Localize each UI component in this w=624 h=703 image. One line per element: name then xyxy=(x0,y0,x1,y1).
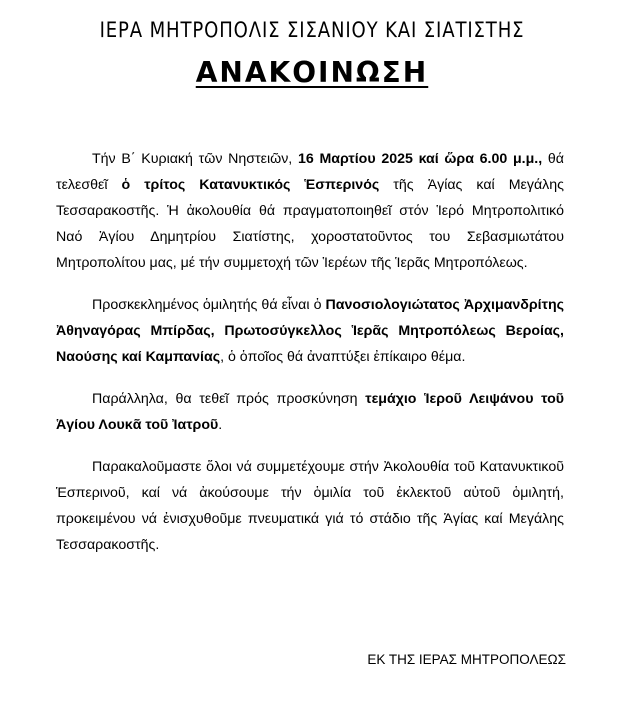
paragraph-1-segment: Τήν Β΄ Κυριακή τῶν Νηστειῶν, xyxy=(92,151,298,167)
paragraph-1 xyxy=(56,146,564,276)
signature: ΕΚ ΤΗΣ ΙΕΡΑΣ ΜΗΤΡΟΠΟΛΕΩΣ xyxy=(367,652,566,667)
announcement-heading-text: ΑΝΑΚΟΙΝΩΣΗ xyxy=(195,56,429,89)
paragraph-2-segment: , ὁ ὁποῖος θά ἀναπτύξει ἐπίκαιρο θέμα. xyxy=(220,349,466,365)
service-name: ὁ τρίτος Κατανυκτικός Ἑσπερινός xyxy=(121,177,380,193)
paragraph-2 xyxy=(56,292,564,370)
paragraph-4-segment: Παρακαλοῦμαστε ὅλοι νά συμμετέχουμε στήν Ἀκολουθία τοῦ Κατανυκτικοῦ Ἑσπερινοῦ, καί νά ἀκούσουμε τήν ὁμιλία τοῦ ἐκλεκτοῦ αὐτοῦ ὁμιλητή, προκειμένου νά ἐνισχυθοῦμε πνευματικά γιά τό στάδιο τῆς Ἁγίας καί Μεγάλης Τεσσαρακοστῆς. xyxy=(56,459,564,553)
announcement-heading xyxy=(0,56,624,89)
relic-name: τεμάχιο Ἱεροῦ Λειψάνου τοῦ Ἁγίου Λουκᾶ τοῦ Ἰατροῦ xyxy=(56,391,564,433)
paragraph-1-segment: τῆς Ἁγίας καί Μεγάλης Τεσσαρακοστῆς. Ἡ ἀκολουθία θά πραγματοποιηθεῖ στόν Ἱερό Μητροπολιτικό Ναό Ἁγίου Δημητρίου Σιατίστης, χοροστατοῦντος του Σεβασμιωτάτου Μητροπολίτου μας, μέ τήν συμμετοχή τῶν Ἱερέων τῆς Ἱερᾶς Μητροπόλεως. xyxy=(56,177,564,271)
announcement-body xyxy=(56,146,564,574)
paragraph-3 xyxy=(56,386,564,438)
paragraph-4 xyxy=(56,454,564,558)
paragraph-2-segment: Προσκεκλημένος ὁμιλητής θά εἶναι ὁ xyxy=(92,297,326,313)
paragraph-3-segment: . xyxy=(218,417,223,433)
paragraph-1-segment: θά τελεσθεῖ xyxy=(56,151,564,193)
speaker-name: Πανοσιολογιώτατος Ἀρχιμανδρίτης Ἀθηναγόρας Μπίρδας, Πρωτοσύγκελλος Ἱερᾶς Μητροπόλεως Βεροίας, Ναούσης καί Καμπανίας xyxy=(56,297,564,365)
paragraph-3-segment: Παράλληλα, θα τεθεῖ πρός προσκύνηση xyxy=(92,391,366,407)
header-title: ΙΕΡΑ ΜΗΤΡΟΠΟΛΙΣ ΣΙΣΑΝΙΟΥ ΚΑΙ ΣΙΑΤΙΣΤΗΣ xyxy=(99,18,525,42)
service-date-time: 16 Μαρτίου 2025 καί ὥρα 6.00 μ.μ., xyxy=(297,151,543,167)
